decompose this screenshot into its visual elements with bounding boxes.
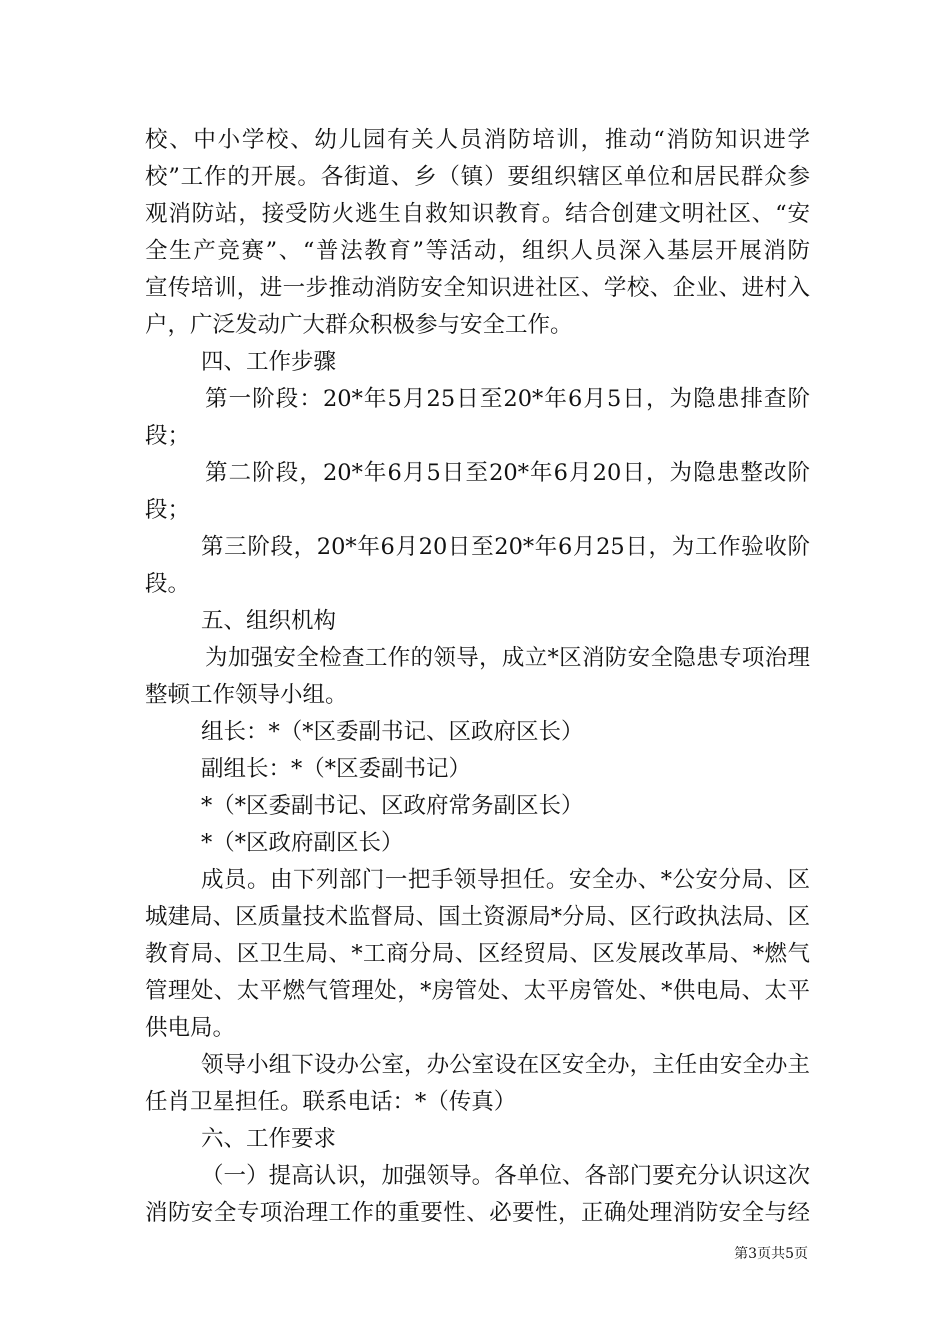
text-line: 段。: [145, 571, 191, 597]
text-line: 第一阶段：20*年5月25日至20*年6月5日，为隐患排查阶: [205, 386, 810, 412]
text-line: 成员。由下列部门一把手领导担任。安全办、*公安分局、区: [201, 867, 810, 893]
text-line: 整顿工作领导小组。: [145, 682, 348, 708]
text-line: 宣传培训，进一步推动消防安全知识进社区、学校、企业、进村入: [145, 275, 810, 301]
text-line: *（*区政府副区长）: [201, 830, 404, 856]
text-line: 城建局、区质量技术监督局、国土资源局*分局、区行政执法局、区: [145, 904, 810, 930]
text-line: 段；: [145, 423, 191, 449]
text-line: 段；: [145, 497, 191, 523]
text-line: *（*区委副书记、区政府常务副区长）: [201, 793, 584, 819]
page-number: 第3页共5页: [734, 1246, 808, 1262]
text-line: 校、中小学校、幼儿园有关人员消防培训，推动“消防知识进学: [145, 127, 810, 153]
text-line: 任肖卫星担任。联系电话：*（传真）: [145, 1089, 517, 1115]
text-line: 组长：*（*区委副书记、区政府区长）: [201, 719, 584, 745]
text-line: 校”工作的开展。各街道、乡（镇）要组织辖区单位和居民群众参: [145, 164, 810, 190]
text-line: （一）提高认识，加强领导。各单位、各部门要充分认识这次: [201, 1163, 810, 1189]
document-body: [145, 122, 810, 1232]
text-line: 管理处、太平燃气管理处，*房管处、太平房管处、*供电局、太平: [145, 978, 810, 1004]
text-line: 观消防站，接受防火逃生自救知识教育。结合创建文明社区、“安: [145, 201, 810, 227]
text-line: 消防安全专项治理工作的重要性、必要性，正确处理消防安全与经: [145, 1200, 810, 1226]
text-line: 教育局、区卫生局、*工商分局、区经贸局、区发展改革局、*燃气: [145, 941, 810, 967]
text-line: 第二阶段，20*年6月5日至20*年6月20日，为隐患整改阶: [205, 460, 810, 486]
text-line: 全生产竞赛”、“普法教育”等活动，组织人员深入基层开展消防: [145, 238, 810, 264]
text-line: 副组长：*（*区委副书记）: [201, 756, 472, 782]
section-heading: 六、工作要求: [201, 1126, 337, 1152]
section-heading: 四、工作步骤: [201, 349, 337, 375]
text-line: 为加强安全检查工作的领导，成立*区消防安全隐患专项治理: [205, 645, 810, 671]
text-line: 第三阶段，20*年6月20日至20*年6月25日，为工作验收阶: [201, 534, 810, 560]
text-line: 户，广泛发动广大群众积极参与安全工作。: [145, 312, 573, 338]
text-line: 领导小组下设办公室，办公室设在区安全办，主任由安全办主: [201, 1052, 810, 1078]
section-heading: 五、组织机构: [201, 608, 337, 634]
text-line: 供电局。: [145, 1015, 236, 1041]
